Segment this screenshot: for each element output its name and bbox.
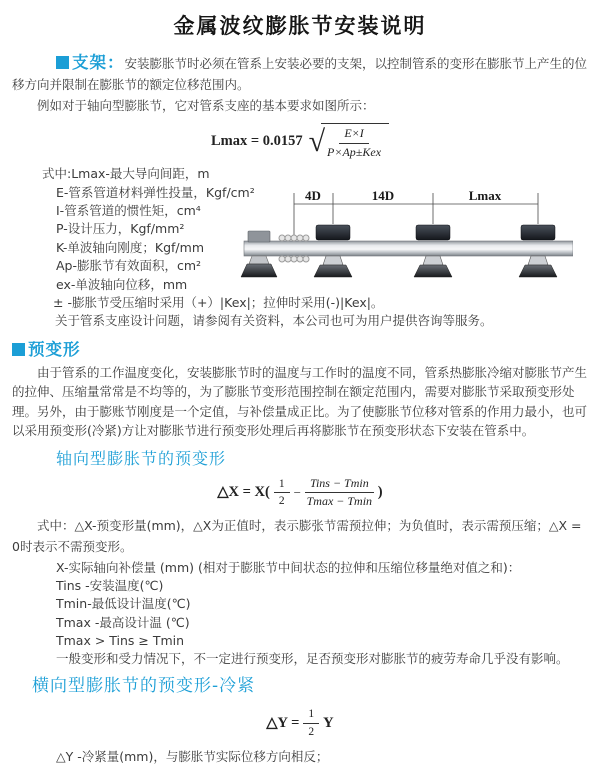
lateral-note: △Y -冷紧量(mm)，与膨胀节实际位移方向相反； (56, 749, 329, 765)
definition-line: E-管系管道材料弹性投量，Kgf/cm² (56, 184, 255, 200)
fraction-numerator: E×I (339, 126, 368, 144)
formula-lhs: △Y = (266, 715, 300, 732)
sqrt-expression (309, 123, 389, 160)
note-line: Tmax > Tins ≥ Tmin (56, 632, 185, 648)
dim-label-14d: 14D (371, 188, 395, 203)
lmax-formula-lhs: Lmax = 0.0157 (210, 133, 303, 150)
half-fraction: $\frac{1}{2}$ (274, 477, 290, 510)
definition-line: 式中:Lmax-最大导向间距，m (42, 166, 210, 182)
support-example-text: 例如对于轴向型膨胀节，它对管系支座的基本要求如图所示： (37, 98, 375, 113)
note-line: Tmax -最高设计温 (℃) (56, 614, 190, 630)
definition-line: ex-单波轴向位移，mm (56, 276, 188, 292)
preform-section-label: 预变形 (28, 339, 81, 359)
support-section-label: 支架： (72, 53, 125, 72)
dim-label-4d: 4D (305, 188, 321, 203)
note-line: Tins -安装温度(℃) (56, 578, 164, 594)
definition-line: I-管系管道的惯性矩，cm⁴ (56, 203, 201, 218)
lmax-formula (0, 123, 600, 160)
lateral-preform-formula (0, 707, 600, 740)
pipe (244, 241, 573, 256)
section-marker-icon (56, 56, 69, 69)
pipe-support-diagram (238, 188, 573, 295)
axial-note-main: 式中：△X-预变形量(mm)，△X为正值时，表示膨张节需预拉伸；为负值时，表示需预压缩；△X = 0时表示不需预变形。 (12, 518, 582, 555)
section-marker-icon (12, 343, 25, 356)
definition-line: K-单波轴向刚度；Kgf/mm (56, 239, 204, 255)
page-title: 金属波纹膨胀节安装说明 (173, 14, 427, 38)
support-paragraph (12, 52, 588, 95)
definition-line: Ap-膨胀节有效面积，cm² (56, 258, 202, 274)
axial-notes (0, 559, 600, 668)
definition-line: 关于管系支座设计问题，请参阅有关资料，本公司也可为用户提供咨询等服务。 (55, 313, 493, 329)
lateral-subsection-heading: 横向型膨胀节的预变形-冷紧 (32, 676, 256, 697)
dim-label-lmax: Lmax (468, 188, 502, 203)
formula-variable: Y (323, 715, 334, 732)
lmax-fraction (327, 126, 381, 160)
definition-line: P-设计压力，Kgf/mm² (56, 221, 185, 237)
axial-preform-formula (0, 476, 600, 510)
sqrt-radical-icon: √ (308, 124, 326, 158)
formula-lhs: △X = X( (217, 484, 270, 501)
closing-paren: ) (377, 484, 383, 501)
note-line: Tmin-最低设计温度(℃) (56, 596, 191, 612)
axial-subsection-heading: 轴向型膨胀节的预变形 (56, 448, 227, 468)
support-intro-text: 安装膨胀节时必须在管系上安装必要的支架，以控制管系的变形在膨胀节上产生的位移方向并限制在膨胀节的额定位移范围内。 (12, 56, 588, 92)
definition-line: ± -膨胀节受压缩时采用（+）|Kex|；拉伸时采用(-)|Kex|。 (53, 295, 384, 311)
fraction-denominator: P×Ap±Kex (327, 144, 382, 159)
minus-sign: − (293, 484, 301, 500)
preform-paragraph: 由于管系的工作温度变化，安装膨胀节时的温度与工作时的温度不同，管系热膨胀冷缩对膨胀节产生的拉伸、压缩量常常是不均等的，为了膨胀节变形范围控制在额定范围内，需要对膨胀节采取预变形处理。另外，由于膨账节刚度是一个定值，与补偿量成正比。为了使膨胀节位移对管系的作用力最小，也可以采用预变形(冷紧)方让对膨胀节进行预变形处理后再将膨胀节在预变形状态下安装在管系中。 (12, 364, 588, 439)
preform-section-heading (12, 340, 588, 361)
half-fraction: $\frac{1}{2}$ (303, 707, 319, 740)
note-line: 一般变形和受力情况下，不一定进行预变形，足否预变形对膨胀节的疲劳寿命几乎没有影响。 (56, 651, 569, 667)
temperature-fraction: $\frac{\text{Tins − Tmin}}{Tmax - Tmin}$ (306, 475, 373, 509)
note-line: X-实际轴向补偿量 (mm) (相对于膨胀节中间状态的拉伸和压缩位移量绝对值之和)： (56, 560, 521, 576)
